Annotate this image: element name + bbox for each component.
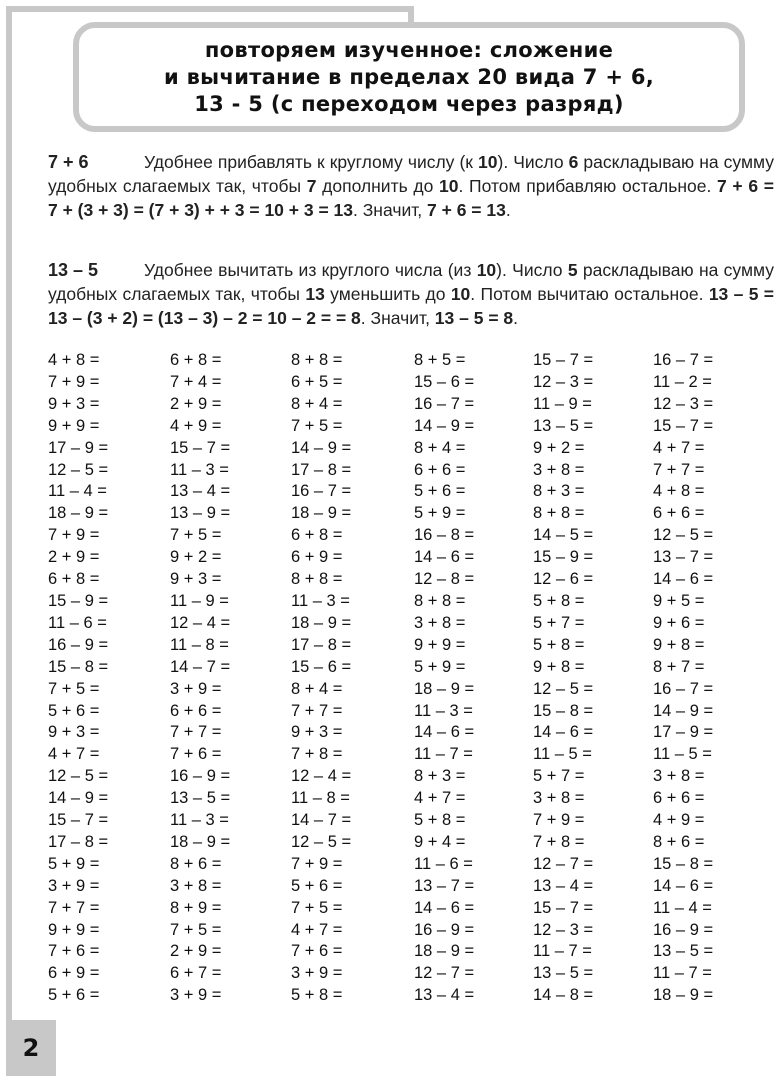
- exercise-item: 15 – 8 =: [48, 657, 109, 676]
- exercise-item: 9 + 3 =: [170, 570, 222, 589]
- exercise-item: 11 – 3 =: [170, 811, 229, 830]
- exercise-item: 16 – 9 =: [414, 920, 475, 939]
- exercise-item: 8 + 8 =: [291, 570, 343, 589]
- exercise-item: 15 – 6 =: [291, 657, 352, 676]
- exercise-item: 3 + 8 =: [414, 613, 466, 632]
- exercise-item: 14 – 7 =: [170, 657, 231, 676]
- exercise-item: 11 – 2 =: [653, 372, 712, 391]
- exercise-item: 8 + 8 =: [414, 591, 466, 610]
- exercise-item: 15 – 7 =: [533, 351, 594, 369]
- exercise-item: 8 + 7 =: [653, 657, 705, 676]
- exercise-item: 3 + 9 =: [170, 679, 222, 698]
- exercise-item: 5 + 9 =: [48, 854, 100, 873]
- exercise-item: 11 – 5 =: [653, 745, 712, 764]
- exercise-item: 9 + 5 =: [653, 591, 705, 610]
- exercise-item: 18 – 9 =: [48, 504, 109, 523]
- exercise-item: 4 + 7 =: [48, 745, 100, 764]
- exercise-item: 5 + 6 =: [291, 876, 343, 895]
- exercise-item: 9 + 4 =: [414, 832, 466, 851]
- exercise-item: 8 + 3 =: [533, 482, 585, 501]
- exercise-item: 9 + 6 =: [653, 613, 705, 632]
- example-heading: 13 – 5: [48, 260, 99, 280]
- explanation-text: уменьшить до: [324, 284, 451, 304]
- explanation-number: 7: [306, 176, 317, 196]
- page-frame-top: [6, 6, 414, 12]
- exercise-item: 4 + 7 =: [653, 438, 705, 457]
- exercise-item: 7 + 9 =: [48, 372, 100, 391]
- title-line-1: повторяем изученное: сложение: [204, 37, 614, 62]
- exercise-item: 11 – 3 =: [170, 460, 229, 479]
- exercise-item: 9 + 8 =: [533, 657, 585, 676]
- exercise-item: 8 + 8 =: [291, 351, 343, 369]
- explanation-text: Удобнее прибавлять к круглому числу (к: [144, 152, 479, 172]
- exercise-item: 7 + 5 =: [170, 920, 222, 939]
- exercise-item: 9 + 2 =: [533, 438, 585, 457]
- explanation-text: раскладываю на сумму удобных слагаемых так, чтобы: [48, 260, 774, 304]
- exercise-item: 6 + 8 =: [170, 351, 222, 369]
- exercise-item: 2 + 9 =: [170, 942, 222, 961]
- exercise-item: 8 + 4 =: [291, 679, 343, 698]
- exercise-item: 14 – 6 =: [414, 898, 475, 917]
- exercise-item: 7 + 7 =: [291, 701, 343, 720]
- exercise-item: 6 + 9 =: [48, 964, 100, 983]
- exercise-item: 13 – 5 =: [533, 416, 594, 435]
- exercise-item: 15 – 7 =: [533, 898, 594, 917]
- exercise-item: 12 – 8 =: [414, 570, 475, 589]
- exercise-item: 8 + 9 =: [170, 898, 222, 917]
- exercise-item: 8 + 6 =: [170, 854, 222, 873]
- exercise-item: 2 + 9 =: [48, 548, 100, 567]
- exercise-item: 14 – 9 =: [48, 789, 109, 808]
- explanation-text: ). Число: [497, 152, 569, 172]
- exercise-item: 6 + 6 =: [653, 504, 705, 523]
- exercise-item: 4 + 8 =: [48, 351, 100, 369]
- exercise-item: 12 – 5 =: [48, 767, 109, 786]
- exercise-item: 5 + 7 =: [533, 613, 585, 632]
- exercise-item: 6 + 7 =: [170, 964, 222, 983]
- exercise-item: 12 – 5 =: [291, 832, 352, 851]
- exercise-item: 13 – 4 =: [414, 986, 475, 1005]
- exercise-item: 14 – 8 =: [533, 986, 594, 1005]
- exercise-item: 13 – 7 =: [414, 876, 475, 895]
- exercise-item: 14 – 9 =: [653, 701, 714, 720]
- exercise-item: 16 – 8 =: [414, 526, 475, 545]
- explanation-subtraction: [48, 258, 774, 330]
- exercise-item: 9 + 3 =: [48, 394, 100, 413]
- exercise-item: 16 – 7 =: [414, 394, 475, 413]
- page-frame-left: [6, 6, 12, 1026]
- page-title: [164, 37, 654, 118]
- exercise-item: 8 + 8 =: [533, 504, 585, 523]
- exercise-item: 17 – 8 =: [48, 832, 109, 851]
- explanation-number: 5: [567, 260, 578, 280]
- exercise-item: 13 – 5 =: [533, 964, 594, 983]
- exercise-item: 11 – 9 =: [533, 394, 592, 413]
- exercise-item: 11 – 9 =: [170, 591, 229, 610]
- explanation-number: 13: [305, 284, 325, 304]
- explanation-addition: [48, 150, 774, 222]
- exercise-item: 11 – 7 =: [533, 942, 592, 961]
- exercise-item: 15 – 7 =: [48, 811, 109, 830]
- title-box: [73, 22, 745, 132]
- exercise-item: 13 – 7 =: [653, 548, 714, 567]
- exercise-item: 7 + 5 =: [170, 526, 222, 545]
- exercise-item: 11 – 7 =: [653, 964, 712, 983]
- exercise-item: 12 – 3 =: [653, 394, 714, 413]
- explanation-expression: 7 + 6 = 7 + (3 + 3) = (7 + 3) + + 3 = 10 + 3 = 13: [48, 176, 774, 220]
- explanation-expression: 13 – 5 = 13 – (3 + 2) = (13 – 3) – 2 = 10 – 2 = = 8: [48, 284, 774, 328]
- exercise-item: 5 + 6 =: [48, 986, 100, 1005]
- exercise-item: 9 + 3 =: [48, 723, 100, 742]
- exercise-item: 4 + 9 =: [170, 416, 222, 435]
- exercise-item: 18 – 9 =: [653, 986, 714, 1005]
- exercise-item: 17 – 8 =: [291, 635, 352, 654]
- exercise-item: 3 + 9 =: [170, 986, 222, 1005]
- exercise-item: 16 – 7 =: [653, 351, 714, 369]
- exercise-item: 7 + 8 =: [291, 745, 343, 764]
- exercise-item: 6 + 8 =: [291, 526, 343, 545]
- exercise-item: 3 + 9 =: [48, 876, 100, 895]
- exercise-item: 11 – 3 =: [291, 591, 350, 610]
- exercise-item: 5 + 6 =: [414, 482, 466, 501]
- exercise-item: 11 – 7 =: [414, 745, 473, 764]
- explanation-number: 10: [478, 152, 498, 172]
- exercise-item: 12 – 5 =: [48, 460, 109, 479]
- exercise-item: 12 – 3 =: [533, 372, 594, 391]
- explanation-text: . Потом вычитаю остальное.: [470, 284, 709, 304]
- exercise-item: 3 + 8 =: [533, 789, 585, 808]
- explanation-result: 7 + 6 = 13: [427, 200, 506, 220]
- exercise-item: 8 + 5 =: [414, 351, 466, 369]
- exercise-item: 11 – 4 =: [653, 898, 712, 917]
- exercise-item: 18 – 9 =: [291, 613, 352, 632]
- exercise-item: 3 + 8 =: [533, 460, 585, 479]
- exercise-item: 8 + 4 =: [414, 438, 466, 457]
- exercise-item: 4 + 7 =: [291, 920, 343, 939]
- exercise-item: 13 – 4 =: [170, 482, 231, 501]
- exercise-item: 6 + 8 =: [48, 570, 100, 589]
- exercise-item: 7 + 6 =: [170, 745, 222, 764]
- exercise-item: 9 + 8 =: [653, 635, 705, 654]
- exercise-item: 11 – 6 =: [414, 854, 473, 873]
- explanation-number: 10: [450, 284, 471, 304]
- example-heading: 7 + 6: [48, 152, 89, 172]
- exercise-item: 11 – 3 =: [414, 701, 473, 720]
- exercise-item: 12 – 5 =: [533, 679, 594, 698]
- explanation-text: дополнить до: [316, 176, 440, 196]
- exercise-item: 12 – 7 =: [533, 854, 594, 873]
- exercise-item: 12 – 5 =: [653, 526, 714, 545]
- exercise-item: 15 – 7 =: [653, 416, 714, 435]
- exercise-item: 4 + 8 =: [653, 482, 705, 501]
- exercise-item: 13 – 5 =: [653, 942, 714, 961]
- title-line-3: 13 - 5 (с переходом через разряд): [194, 91, 624, 116]
- exercise-item: 12 – 3 =: [533, 920, 594, 939]
- exercise-item: 8 + 6 =: [653, 832, 705, 851]
- exercise-item: 6 + 6 =: [170, 701, 222, 720]
- exercise-item: 3 + 8 =: [170, 876, 222, 895]
- exercise-item: 15 – 9 =: [533, 548, 594, 567]
- exercise-item: 13 – 9 =: [170, 504, 231, 523]
- exercise-item: 16 – 9 =: [48, 635, 109, 654]
- explanation-number: 10: [476, 260, 497, 280]
- exercise-item: 7 + 7 =: [48, 898, 100, 917]
- exercise-item: 13 – 5 =: [170, 789, 231, 808]
- explanation-text: . Значит,: [353, 200, 428, 220]
- exercise-item: 15 – 8 =: [533, 701, 594, 720]
- exercise-item: 5 + 8 =: [291, 986, 343, 1005]
- exercise-item: 9 + 9 =: [414, 635, 466, 654]
- exercise-item: 4 + 7 =: [414, 789, 466, 808]
- exercise-item: 17 – 9 =: [48, 438, 109, 457]
- exercise-item: 7 + 9 =: [48, 526, 100, 545]
- exercise-item: 15 – 9 =: [48, 591, 109, 610]
- exercise-item: 7 + 5 =: [48, 679, 100, 698]
- exercise-item: 3 + 8 =: [653, 767, 705, 786]
- exercise-item: 15 – 8 =: [653, 854, 714, 873]
- explanation-text: . Потом прибавляю остальное.: [458, 176, 718, 196]
- exercise-item: 5 + 6 =: [48, 701, 100, 720]
- exercise-item: 9 + 2 =: [170, 548, 222, 567]
- exercise-item: 18 – 9 =: [414, 679, 475, 698]
- exercise-item: 18 – 9 =: [291, 504, 352, 523]
- exercise-item: 9 + 9 =: [48, 920, 100, 939]
- exercise-item: 6 + 5 =: [291, 372, 343, 391]
- exercise-item: 14 – 7 =: [291, 811, 352, 830]
- exercise-item: 11 – 5 =: [533, 745, 592, 764]
- explanation-text: .: [513, 308, 519, 328]
- exercise-item: 15 – 7 =: [170, 438, 231, 457]
- exercise-item: 14 – 6 =: [653, 570, 714, 589]
- explanation-result: 13 – 5 = 8: [434, 308, 514, 328]
- exercise-item: 14 – 9 =: [291, 438, 352, 457]
- exercise-item: 5 + 7 =: [533, 767, 585, 786]
- exercise-grid: [48, 350, 768, 1007]
- exercise-item: 18 – 9 =: [170, 832, 231, 851]
- explanation-number: 10: [439, 176, 459, 196]
- exercise-item: 8 + 4 =: [291, 394, 343, 413]
- exercise-item: 9 + 9 =: [48, 416, 100, 435]
- exercise-item: 14 – 9 =: [414, 416, 475, 435]
- exercise-item: 7 + 7 =: [653, 460, 705, 479]
- exercise-item: 7 + 6 =: [291, 942, 343, 961]
- exercise-item: 5 + 8 =: [533, 591, 585, 610]
- explanation-text: Удобнее вычитать из круглого числа (из: [144, 260, 477, 280]
- exercise-item: 7 + 8 =: [533, 832, 585, 851]
- exercise-item: 16 – 9 =: [653, 920, 714, 939]
- exercise-item: 17 – 9 =: [653, 723, 714, 742]
- exercise-item: 12 – 4 =: [170, 613, 231, 632]
- exercise-item: 14 – 6 =: [414, 548, 475, 567]
- exercise-item: 14 – 6 =: [533, 723, 594, 742]
- exercise-item: 18 – 9 =: [414, 942, 475, 961]
- exercise-item: 8 + 3 =: [414, 767, 466, 786]
- page-frame-stub: [408, 6, 414, 22]
- exercise-item: 11 – 8 =: [170, 635, 229, 654]
- exercise-item: 2 + 9 =: [170, 394, 222, 413]
- exercise-item: 5 + 9 =: [414, 504, 466, 523]
- title-line-2: и вычитание в пределах 20 вида 7 + 6,: [163, 64, 655, 89]
- exercise-item: 7 + 5 =: [291, 898, 343, 917]
- exercise-item: 7 + 9 =: [533, 811, 585, 830]
- exercise-item: 12 – 7 =: [414, 964, 475, 983]
- exercise-item: 11 – 4 =: [48, 482, 107, 501]
- exercise-item: 4 + 9 =: [653, 811, 705, 830]
- exercise-item: 11 – 6 =: [48, 613, 107, 632]
- exercise-item: 9 + 3 =: [291, 723, 343, 742]
- exercise-item: 3 + 9 =: [291, 964, 343, 983]
- exercise-item: 15 – 6 =: [414, 372, 475, 391]
- exercise-item: 16 – 7 =: [653, 679, 714, 698]
- exercise-item: 13 – 4 =: [533, 876, 594, 895]
- exercise-item: 7 + 5 =: [291, 416, 343, 435]
- exercise-item: 7 + 4 =: [170, 372, 222, 391]
- exercise-item: 14 – 6 =: [653, 876, 714, 895]
- exercise-item: 5 + 8 =: [533, 635, 585, 654]
- explanation-text: ). Число: [496, 260, 568, 280]
- exercise-item: 5 + 8 =: [414, 811, 466, 830]
- exercise-item: 12 – 4 =: [291, 767, 352, 786]
- explanation-text: раскладываю на сумму удобных слагаемых так, чтобы: [48, 152, 774, 196]
- explanation-number: 6: [568, 152, 579, 172]
- explanation-text: . Значит,: [360, 308, 435, 328]
- exercise-item: 6 + 9 =: [291, 548, 343, 567]
- exercise-item: 12 – 6 =: [533, 570, 594, 589]
- exercise-item: 16 – 9 =: [170, 767, 231, 786]
- exercise-item: 7 + 7 =: [170, 723, 222, 742]
- page-number: 2: [22, 1034, 40, 1062]
- exercise-item: 14 – 6 =: [414, 723, 475, 742]
- exercise-item: 14 – 5 =: [533, 526, 594, 545]
- exercise-item: 6 + 6 =: [414, 460, 466, 479]
- page-number-badge: [6, 1020, 56, 1076]
- exercise-item: 17 – 8 =: [291, 460, 352, 479]
- exercise-item: 16 – 7 =: [291, 482, 352, 501]
- exercise-item: 7 + 9 =: [291, 854, 343, 873]
- exercise-item: 5 + 9 =: [414, 657, 466, 676]
- exercise-item: 7 + 6 =: [48, 942, 100, 961]
- explanation-text: .: [505, 200, 511, 220]
- exercise-item: 6 + 6 =: [653, 789, 705, 808]
- exercise-item: 11 – 8 =: [291, 789, 350, 808]
